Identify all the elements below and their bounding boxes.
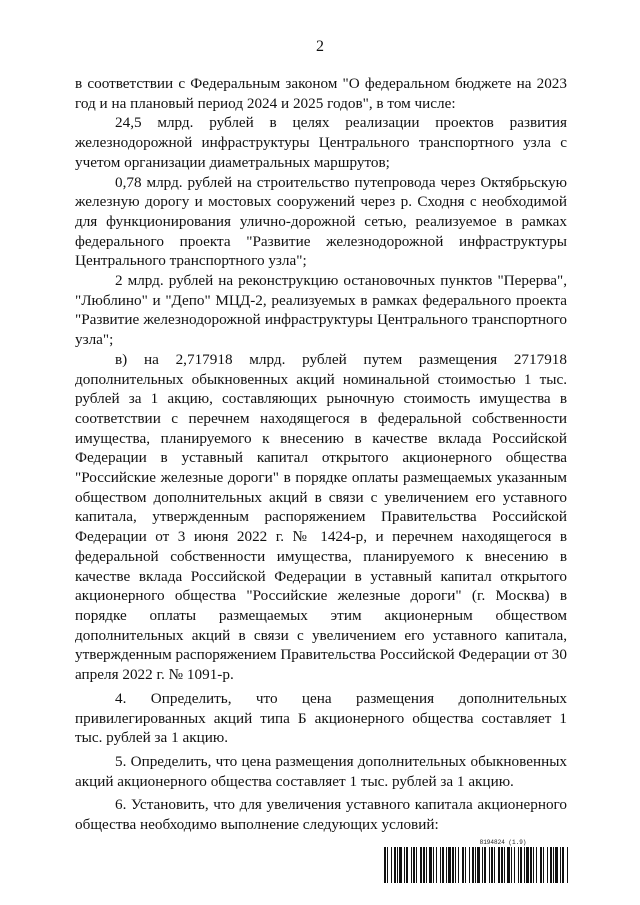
barcode-bar <box>507 847 510 883</box>
barcode-bar <box>562 847 564 883</box>
barcode-block <box>384 839 568 883</box>
barcode-bar <box>494 847 495 883</box>
barcode-bar <box>458 847 459 883</box>
barcode-bar <box>520 847 522 883</box>
barcode-bar <box>465 847 466 883</box>
barcode-bar <box>426 847 427 883</box>
barcode-bar <box>416 847 417 883</box>
barcode-bar <box>399 847 402 883</box>
barcode-bar <box>504 847 505 883</box>
paragraph-funding-diametral-routes: 24,5 млрд. рублей в целях реализации проектов развития железнодорожной инфраструктуры Центрального транспортного узла с учетом организации диаметральных маршрутов; <box>75 114 567 171</box>
barcode-bar <box>387 847 388 883</box>
barcode-bar <box>413 847 415 883</box>
barcode-image <box>384 847 568 883</box>
barcode-bar <box>440 847 441 883</box>
barcode-bar <box>540 847 542 883</box>
paragraph-clause-6: 6. Установить, что для увеличения уставного капитала акционерного общества необходимо выполнение следующих условий: <box>75 796 567 834</box>
barcode-bar <box>462 847 464 883</box>
barcode-bar <box>433 847 434 883</box>
barcode-bar <box>406 847 408 883</box>
paragraph-clause-5: 5. Определить, что цена размещения дополнительных обыкновенных акций акционерного общества составляет 1 тыс. рублей за 1 акцию. <box>75 752 567 790</box>
paragraph-item-v-shares: в) на 2,717918 млрд. рублей путем размещения 2717918 дополнительных обыкновенных акций номинальной стоимостью 1 тыс. рублей за 1 акцию, составляющих рыночную стоимость имущества в соответствии с перечнем находящегося в федеральной собственности имущества, планируемого к внесению в качестве вклада Российской Федерации в уставный капитал открытого акционерного общества "Российские железные дороги" в порядке оплаты размещаемых указанным обществом дополнительных акций в связи с увеличением его уставного капитала, утвержденным распоряжением Правительства Российской Федерации от 3 июня 2022 г. № 1424-р, и перечнем находящегося в федеральной собственности имущества, планируемого к внесению в качестве вклада Российской Федерации в уставный капитал открытого акционерного общества "Российские железные дороги" (г. Москва) в порядке оплаты размещаемых этим акционерным обществом дополнительных акций в связи с увеличением его уставного капитала, утвержденным распоряжением Правительства Российской Федерации от 30 апреля 2022 г. № 1091-р. <box>75 350 567 684</box>
barcode-bar <box>547 847 548 883</box>
barcode-bar <box>567 847 568 883</box>
barcode-bar <box>484 847 486 883</box>
barcode-bar <box>391 847 392 883</box>
barcode-bar <box>397 847 398 883</box>
barcode-bar <box>475 847 476 883</box>
barcode-bar <box>530 847 532 883</box>
barcode-bar <box>501 847 503 883</box>
barcode-bar <box>420 847 422 883</box>
barcode-bar <box>491 847 493 883</box>
barcode-bar <box>489 847 490 883</box>
barcode-bar <box>472 847 474 883</box>
barcode-bar <box>384 847 386 883</box>
barcode-bar <box>526 847 529 883</box>
barcode-bar <box>411 847 412 883</box>
barcode-bar <box>404 847 405 883</box>
barcode-bar <box>511 847 512 883</box>
barcode-bar <box>550 847 552 883</box>
barcode-bar <box>452 847 454 883</box>
barcode-bar <box>442 847 444 883</box>
barcode-bar <box>560 847 561 883</box>
barcode-bar <box>536 847 537 883</box>
barcode-bar <box>482 847 483 883</box>
barcode-bar <box>448 847 451 883</box>
barcode-bar <box>524 847 525 883</box>
barcode-bar <box>514 847 515 883</box>
barcode-bar <box>518 847 519 883</box>
barcode-bar <box>423 847 425 883</box>
barcode-bar <box>455 847 456 883</box>
barcode-bar <box>498 847 500 883</box>
barcode-bar <box>429 847 432 883</box>
paragraph-intro: в соответствии с Федеральным законом "О федеральном бюджете на 2023 год и на плановый период 2024 и 2025 годов", в том числе: <box>75 75 567 112</box>
barcode-code: 8194824 (1.9) <box>479 839 527 846</box>
barcode-bar <box>555 847 558 883</box>
barcode-bar <box>436 847 437 883</box>
barcode-bar <box>543 847 544 883</box>
paragraph-clause-4: 4. Определить, что цена размещения дополнительных привилегированных акций типа Б акционерного общества составляет 1 тыс. рублей за 1 акцию. <box>75 689 567 747</box>
page-number: 2 <box>316 38 324 55</box>
barcode-graphic <box>384 847 568 883</box>
paragraph-funding-stations: 2 млрд. рублей на реконструкцию остановочных пунктов "Перерва", "Люблино" и "Депо" МЦД-2, реализуемых в рамках федерального проекта "Развитие железнодорожной инфраструктуры Центрального транспортного узла"; <box>75 272 567 349</box>
barcode-bar <box>469 847 470 883</box>
barcode-bar <box>533 847 534 883</box>
barcode-bar <box>477 847 480 883</box>
barcode-bar <box>446 847 447 883</box>
paragraph-funding-overpass: 0,78 млрд. рублей на строительство путепровода через Октябрьскую железную дорогу и мостовых сооружений через р. Сходня с необходимой для функционирования улично-дорожной сетью, реализуемое в рамках федерального проекта "Развитие железнодорожной инфраструктуры Центрального транспортного узла"; <box>75 173 567 270</box>
barcode-bar <box>553 847 554 883</box>
barcode-bar <box>394 847 396 883</box>
document-body <box>75 74 567 835</box>
